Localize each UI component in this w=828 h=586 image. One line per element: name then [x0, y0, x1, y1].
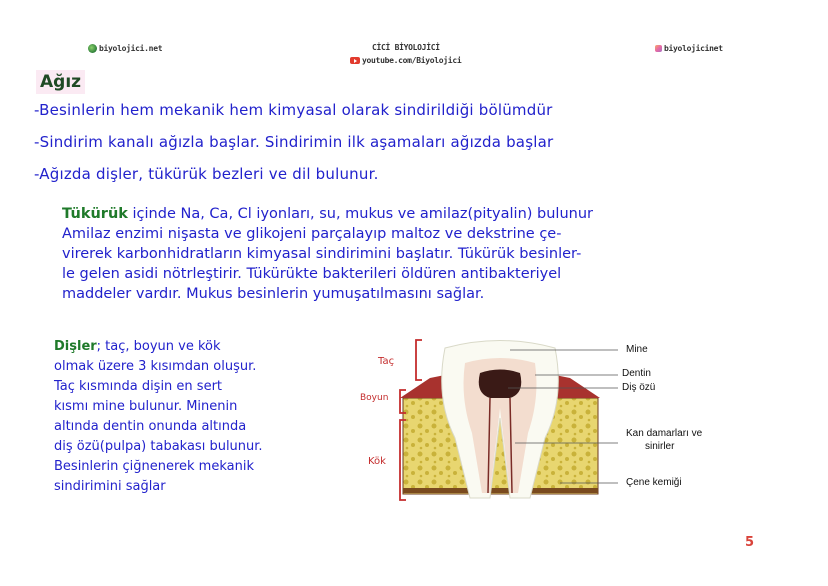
saliva-line: Amilaz enzimi nişasta ve glikojeni parçalayıp maltoz ve dekstrine çe-: [62, 226, 562, 242]
teeth-line: Taç kısmında dişin en sert: [54, 379, 223, 394]
saliva-line: le gelen asidi nötrleştirir. Tükürükte bakterileri öldüren antibakteriyel: [62, 266, 562, 282]
header-right-text: biyolojicinet: [664, 44, 723, 53]
teeth-paragraph: [54, 337, 263, 497]
teeth-line-1: [54, 337, 263, 357]
teeth-line: olmak üzere 3 kısımdan oluşur.: [54, 359, 257, 374]
header-center-subtitle: [350, 56, 461, 65]
label-enamel: Mine: [626, 344, 648, 355]
teeth-heading: Dişler: [54, 339, 97, 354]
bullet-line: -Ağızda dişler, tükürük bezleri ve dil bulunur.: [34, 165, 379, 183]
teeth-line: diş özü(pulpa) tabakası bulunur.: [54, 439, 263, 454]
region-label-crown: Taç: [378, 356, 395, 367]
saliva-text: içinde Na, Ca, Cl iyonları, su, mukus ve amilaz(pityalin) bulunur: [127, 206, 593, 222]
teeth-line: sindirimini sağlar: [54, 479, 166, 494]
youtube-icon: [350, 57, 360, 64]
region-label-neck: Boyun: [360, 393, 389, 403]
page-number: 5: [745, 535, 755, 550]
region-label-root: Kök: [368, 456, 386, 467]
bullet-line: -Sindirim kanalı ağızla başlar. Sindirimin ilk aşamaları ağızda başlar: [34, 133, 554, 151]
tooth-illustration: [360, 338, 770, 508]
saliva-line-1: [62, 204, 593, 224]
teeth-line: Besinlerin çiğnenerek mekanik: [54, 459, 254, 474]
header-left-text: biyolojici.net: [99, 44, 163, 53]
label-pulp: Diş özü: [622, 382, 656, 393]
page-title: Ağız: [36, 70, 85, 94]
header-right: [655, 44, 723, 53]
saliva-line: maddeler vardır. Mukus besinlerin yumuşatılmasını sağlar.: [62, 286, 485, 302]
label-jawbone: Çene kemiği: [626, 477, 682, 488]
saliva-heading: Tükürük: [62, 206, 128, 222]
teeth-text: ; taç, boyun ve kök: [96, 339, 221, 354]
header-left: [88, 44, 162, 53]
channel-title: CİCİ BİYOLOJİCİ: [372, 43, 440, 52]
header-center-title: [372, 43, 440, 52]
teeth-line: altında dentin onunda altında: [54, 419, 247, 434]
globe-icon: [88, 44, 97, 53]
teeth-line: kısmı mine bulunur. Minenin: [54, 399, 238, 414]
saliva-paragraph: [62, 204, 593, 304]
tooth-diagram: [360, 338, 770, 508]
label-vessels-nerves-1: Kan damarları ve: [626, 428, 703, 439]
saliva-line: virerek karbonhidratların kimyasal sindirimini başlatır. Tükürük besinler-: [62, 246, 582, 262]
label-vessels-nerves-2: sinirler: [645, 441, 675, 452]
instagram-icon: [655, 45, 662, 52]
bullet-line: -Besinlerin hem mekanik hem kimyasal olarak sindirildiği bölümdür: [34, 101, 553, 119]
label-dentin: Dentin: [622, 368, 651, 379]
youtube-link: youtube.com/Biyolojici: [362, 56, 462, 65]
